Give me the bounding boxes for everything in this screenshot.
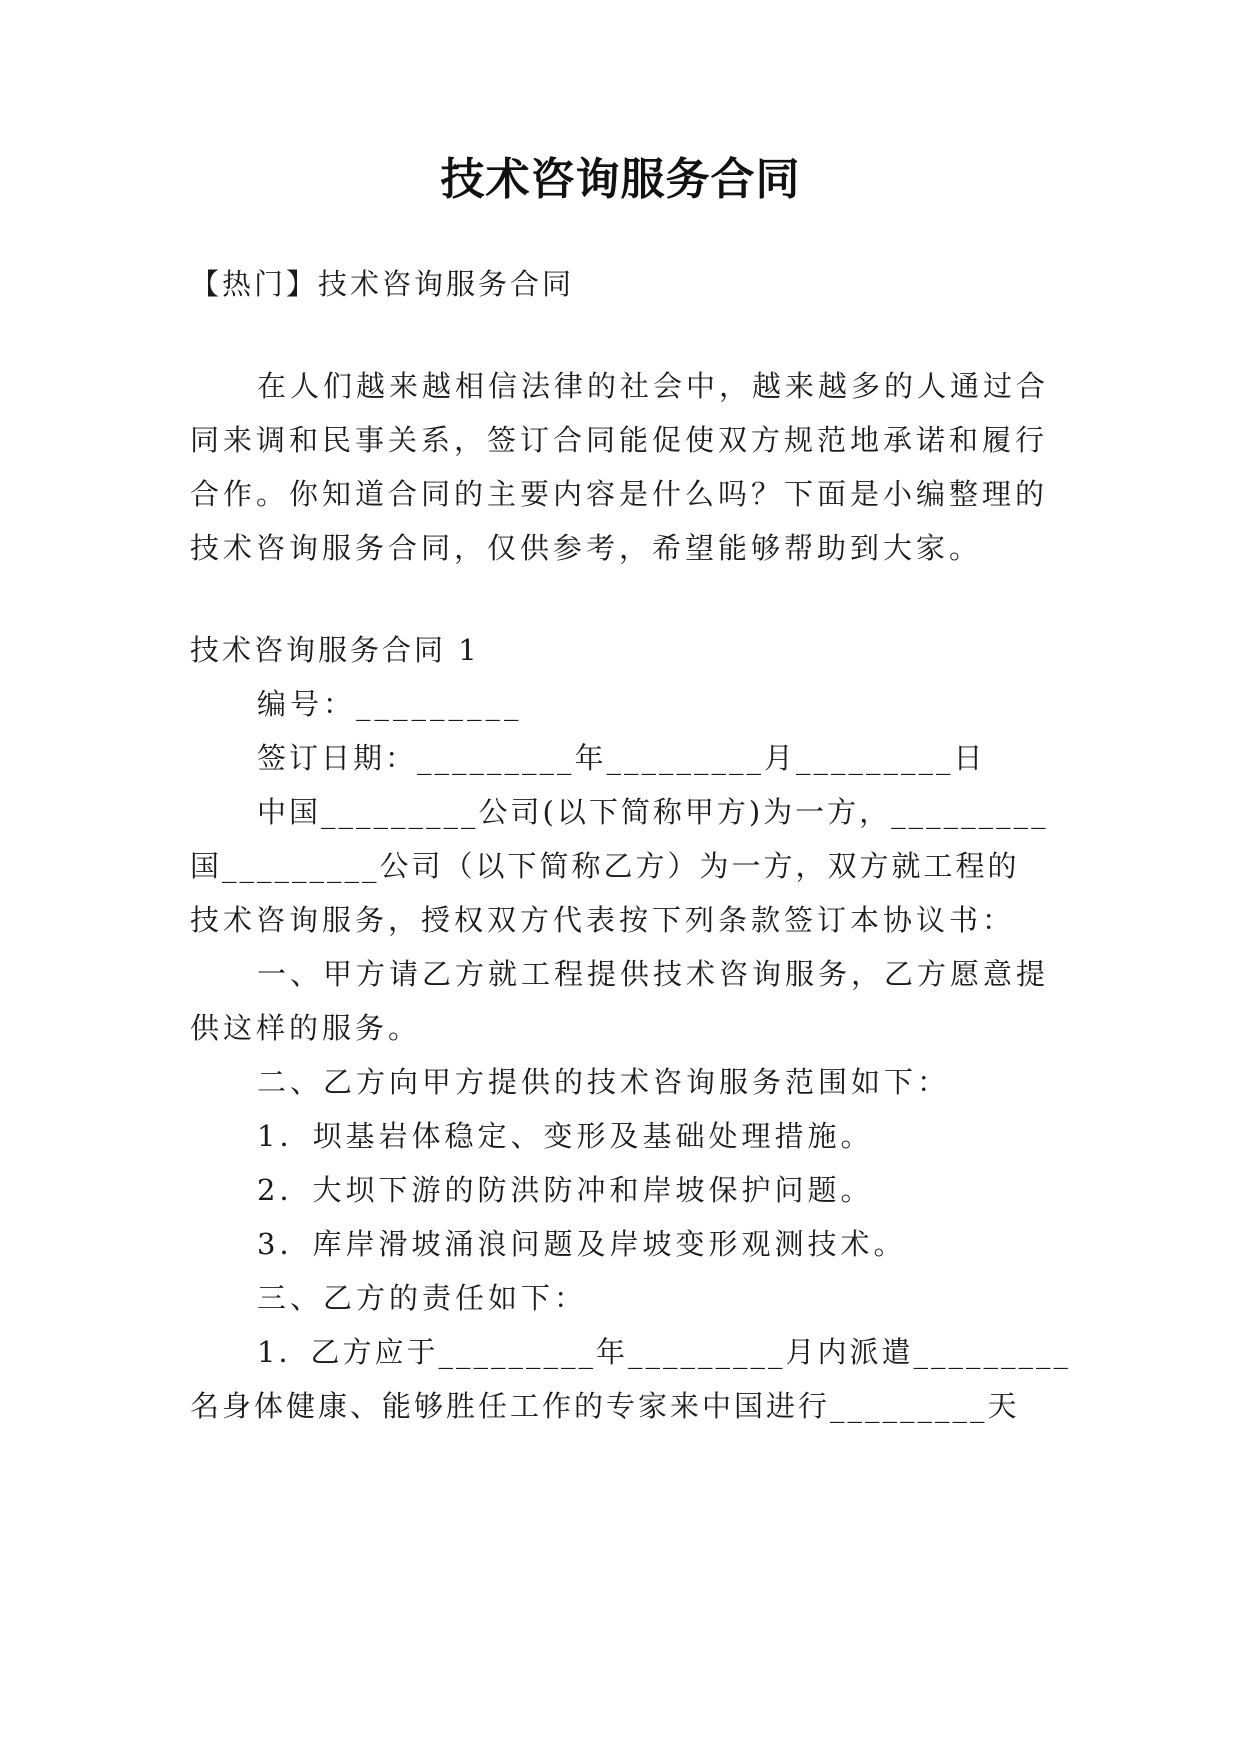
- clause-3-heading: 三、乙方的责任如下：: [257, 1281, 588, 1315]
- signing-date-line: 签订日期：_________年_________月_________日: [257, 741, 986, 775]
- clause-1-line-1: 一、甲方请乙方就工程提供技术咨询服务，乙方愿意提: [257, 957, 1050, 991]
- document-title: 技术咨询服务合同: [440, 154, 801, 205]
- agreement-preamble-line: 技术咨询服务，授权双方代表按下列条款签订本协议书：: [190, 903, 1016, 937]
- clause-2-item-3: 3．库岸滑坡涌浪问题及岸坡变形观测技术。: [257, 1227, 907, 1261]
- intro-line-3: 合作。你知道合同的主要内容是什么吗？下面是小编整理的: [190, 477, 1049, 511]
- clause-2-item-1: 1．坝基岩体稳定、变形及基础处理措施。: [257, 1119, 874, 1153]
- section-heading: 技术咨询服务合同 1: [190, 633, 480, 667]
- document-subtitle: 【热门】技术咨询服务合同: [190, 267, 575, 301]
- clause-3-item-1-line-1: 1．乙方应于_________年_________月内派遣_________: [257, 1335, 1071, 1369]
- clause-2-heading: 二、乙方向甲方提供的技术咨询服务范围如下：: [257, 1065, 951, 1099]
- contract-number-line: 编号：_________: [257, 687, 523, 721]
- clause-2-item-2: 2．大坝下游的防洪防冲和岸坡保护问题。: [257, 1173, 874, 1207]
- intro-line-1: 在人们越来越相信法律的社会中，越来越多的人通过合: [257, 369, 1050, 403]
- party-b-line: 国_________公司（以下简称乙方）为一方，双方就工程的: [190, 849, 1020, 883]
- intro-line-2: 同来调和民事关系，签订合同能促使双方规范地承诺和履行: [190, 423, 1049, 457]
- party-a-line: 中国_________公司(以下简称甲方)为一方，_________: [257, 795, 1049, 829]
- clause-3-item-1-line-2: 名身体健康、能够胜任工作的专家来中国进行_________天: [190, 1389, 1020, 1423]
- intro-line-4: 技术咨询服务合同，仅供参考，希望能够帮助到大家。: [190, 531, 983, 565]
- clause-1-line-2: 供这样的服务。: [190, 1011, 422, 1045]
